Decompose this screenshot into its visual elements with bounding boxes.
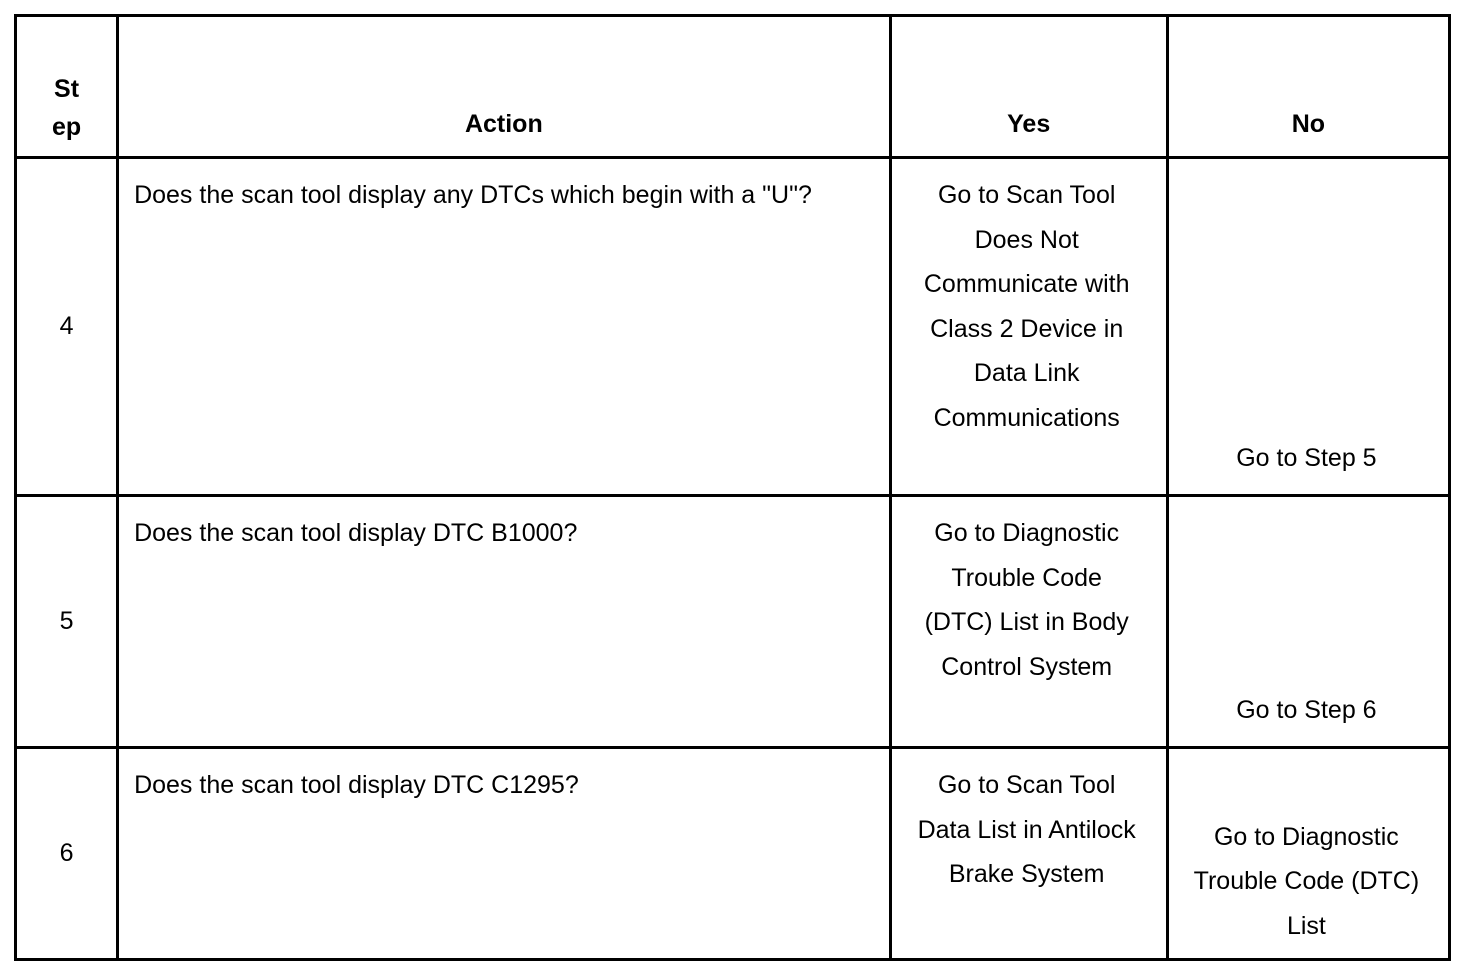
- header-step-line1: St: [54, 75, 80, 103]
- table-row: [16, 158, 1450, 496]
- yes-outcome: Go to Scan Tool Data List in Antilock Brake System: [890, 748, 1167, 960]
- no-outcome: Go to Step 5: [1167, 158, 1449, 496]
- action-text: Does the scan tool display any DTCs which begin with a "U"?: [118, 158, 891, 496]
- table-row: [16, 496, 1450, 748]
- no-outcome: Go to Step 6: [1167, 496, 1449, 748]
- step-number: 5: [16, 496, 118, 748]
- header-step-line2: ep: [51, 113, 82, 141]
- header-action: Action: [118, 16, 891, 158]
- header-no: No: [1167, 16, 1449, 158]
- header-step: [16, 16, 118, 158]
- yes-outcome: Go to Scan Tool Does Not Communicate with Class 2 Device in Data Link Communications: [890, 158, 1167, 496]
- yes-outcome: Go to Diagnostic Trouble Code (DTC) List in Body Control System: [890, 496, 1167, 748]
- action-text: Does the scan tool display DTC C1295?: [118, 748, 891, 960]
- step-number: 6: [16, 748, 118, 960]
- diagnostic-steps-table: [14, 14, 1451, 961]
- step-number: 4: [16, 158, 118, 496]
- table-header-row: [16, 16, 1450, 158]
- header-yes: Yes: [890, 16, 1167, 158]
- table-row: [16, 748, 1450, 960]
- no-outcome: Go to Diagnostic Trouble Code (DTC) List: [1167, 748, 1449, 960]
- action-text: Does the scan tool display DTC B1000?: [118, 496, 891, 748]
